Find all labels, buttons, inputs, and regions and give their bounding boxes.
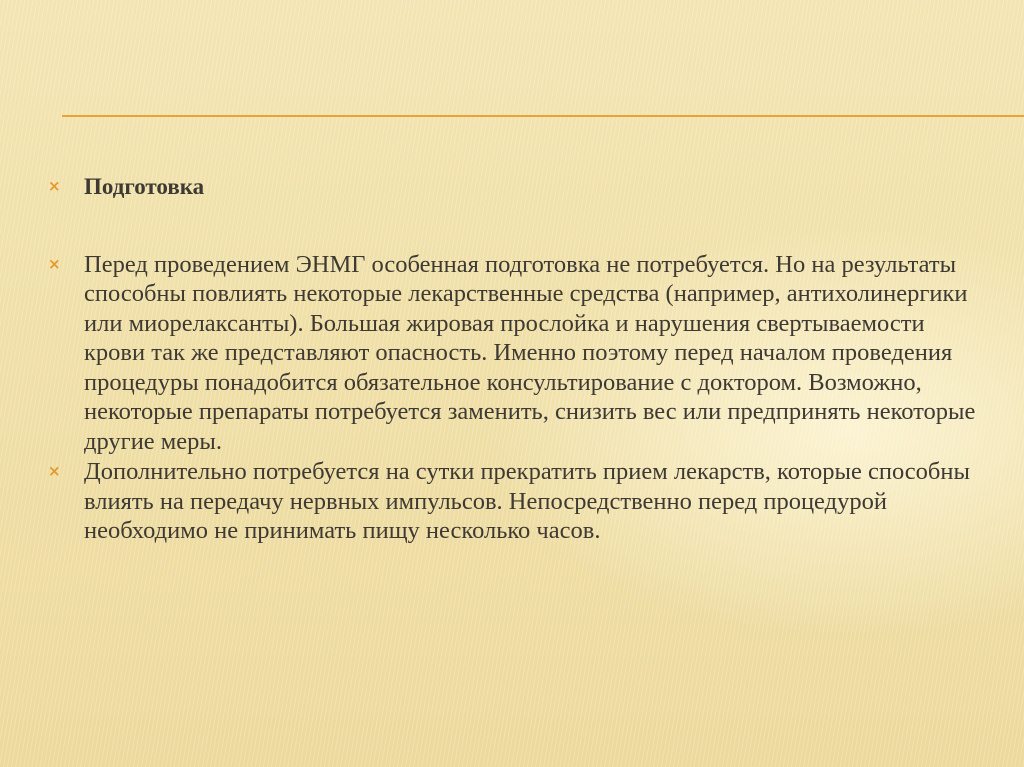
bullet-paragraph-2 — [48, 457, 978, 546]
cross-bullet-icon: × — [48, 462, 61, 480]
paragraph-text: Перед проведением ЭНМГ особенная подготовка не потребуется. Но на результаты способны повлиять некоторые лекарственные средства (например, антихолинергики или миорелаксанты). Большая жировая прослойка и нарушения свертываемости крови так же представляют опасность. Именно поэтому перед началом проведения процедуры понадобится обязательное консультирование с доктором. Возможно, некоторые препараты потребуется заменить, снизить вес или предпринять некоторые другие меры. — [84, 250, 976, 455]
bullet-heading — [48, 172, 978, 202]
paragraph-text: Дополнительно потребуется на сутки прекратить прием лекарств, которые способны влиять на передачу нервных импульсов. Непосредственно перед процедурой необходимо не принимать пищу несколько часов. — [84, 458, 970, 544]
cross-bullet-icon: × — [48, 177, 61, 195]
bullet-paragraph-1 — [48, 250, 978, 457]
slide-content — [48, 172, 978, 547]
title-divider-line — [62, 115, 1024, 117]
heading-text: Подготовка — [84, 174, 205, 199]
cross-bullet-icon: × — [48, 254, 61, 273]
